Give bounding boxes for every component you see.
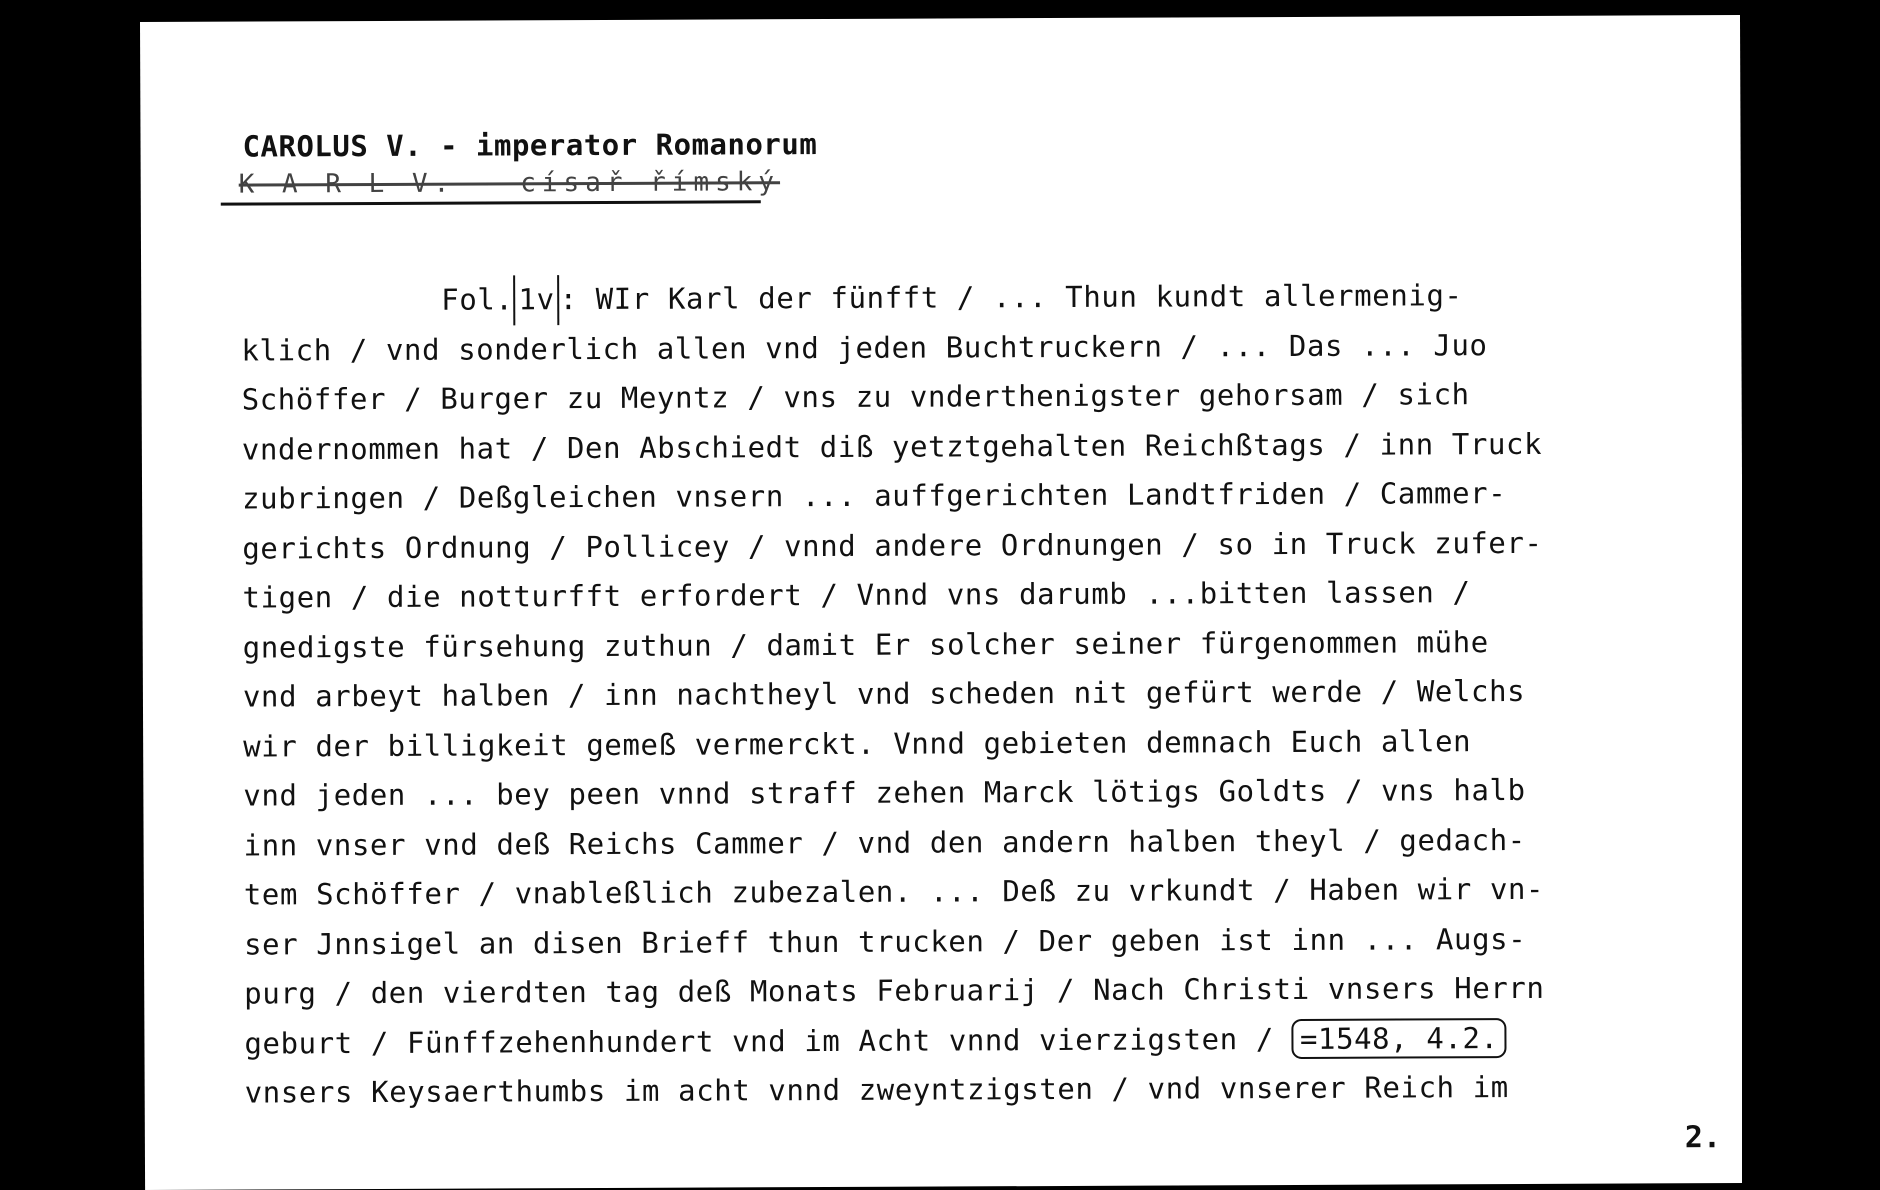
body-line: vnsers Keysaerthumbs im acht vnnd zweyntzigsten / vnd vnserer Reich im xyxy=(244,1070,1509,1110)
body-line: tigen / die notturfft erfordert / Vnnd vns darumb ...bitten lassen / xyxy=(242,575,1471,615)
document-body xyxy=(241,270,1665,1118)
body-line: vndernommen hat / Den Abschiedt diß yetztgehalten Reichßtags / inn Truck xyxy=(241,426,1543,467)
body-line: vnd jeden ... bey peen vnnd straff zehen Marck lötigs Goldts / vns halb xyxy=(243,772,1526,813)
body-line: vnd arbeyt halben / inn nachtheyl vnd scheden nit gefürt werde / Welchs xyxy=(242,673,1526,714)
body-line: Fol. 1v : WIr Karl der fünfft / ... Thun kundt allermenig- xyxy=(241,270,1661,326)
page-number: 2. xyxy=(1684,1120,1722,1156)
body-line: purg / den vierdten tag deß Monats Februarij / Nach Christi vnsers Herrn xyxy=(244,970,1545,1011)
body-line: ser Jnnsigel an disen Brieff thun trucken / Der geben ist inn ... Augs- xyxy=(243,921,1527,962)
body-line: klich / vnd sonderlich allen vnd jeden Buchtruckern / ... Das ... Juo xyxy=(241,327,1488,368)
scan-border xyxy=(1742,0,1880,1190)
folio-label: Fol. xyxy=(441,282,514,317)
date-annotation: =1548, 4.2. xyxy=(1292,1018,1507,1059)
body-line: gnedigste fürsehung zuthun / damit Er solcher seiner fürgenommen mühe xyxy=(242,624,1489,665)
document-card xyxy=(140,15,1745,1190)
body-line: geburt / Fünffzehenhundert vnd im Acht vnnd vierzigsten / =1548, 4.2. xyxy=(244,1013,1664,1069)
body-line: gerichts Ordnung / Pollicey / vnnd andere Ordnungen / so in Truck zufer- xyxy=(242,525,1543,566)
body-line: inn vnser vnd deß Reichs Cammer / vnd den andern halben theyl / gedach- xyxy=(243,822,1526,863)
crossed-out-title: K A R L V. - císař římský xyxy=(238,167,781,200)
strike-line xyxy=(221,200,761,205)
folio-reference: 1v xyxy=(513,275,559,325)
document-title: CAROLUS V. - imperator Romanorum xyxy=(242,127,818,164)
body-line: zubringen / Deßgleichen vnsern ... auffgerichten Landtfriden / Cammer- xyxy=(242,476,1507,516)
body-line: wir der billigkeit gemeß vermerckt. Vnnd gebieten demnach Euch allen xyxy=(243,723,1472,764)
body-line: tem Schöffer / vnableßlich zubezalen. ... Deß zu vrkundt / Haben wir vn- xyxy=(243,871,1545,912)
body-line: Schöffer / Burger zu Meyntz / vns zu vnderthenigster gehorsam / sich xyxy=(241,377,1470,417)
